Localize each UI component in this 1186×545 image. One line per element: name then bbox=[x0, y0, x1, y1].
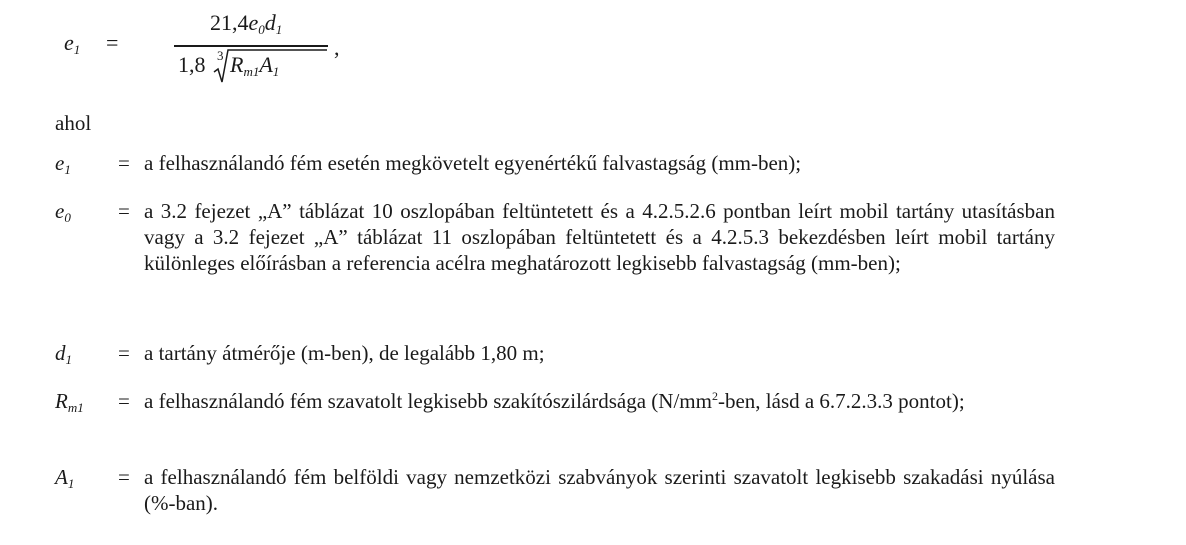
symbol-e1: $e_1$ bbox=[55, 151, 71, 177]
definition-text: a tartány átmérője (m-ben), de legalább 1,80 m; bbox=[144, 341, 545, 365]
formula-radicand: $R_{m1}A_1$ bbox=[230, 52, 280, 79]
formula-denominator-coefficient: 1,8 bbox=[178, 52, 206, 77]
definition-equals: = bbox=[118, 151, 130, 175]
formula-lhs: $e_1$ bbox=[64, 30, 81, 57]
definition-text: a felhasználandó fém belföldi vagy nemzetközi szabványok szerinti szavatolt legkisebb szakadási nyúlása (%-ban). bbox=[144, 465, 1055, 515]
definition-d1 bbox=[55, 340, 1055, 366]
definition-text: a felhasználandó fém szavatolt legkisebb szakítószilárdsága ($N/mm^2$-ben, lásd a 6.7.2.3.3 pontot); bbox=[144, 389, 965, 413]
definition-text: a 3.2 fejezet „A” táblázat 10 oszlopában feltüntetett és a 4.2.5.2.6 pontban leírt mobil tartány utasításban vagy a 3.2 fejezet „A” táblázat 11 oszlopában feltüntetett és a 4.2.5.3 bekezdésben leírt mobil tartány különleges előírásban a referencia acélra meghatározott legkisebb falvastagság (mm-ben); bbox=[144, 199, 1055, 275]
symbol-a1: $A_1$ bbox=[55, 465, 75, 491]
definition-e1 bbox=[55, 150, 1055, 176]
definition-a1 bbox=[55, 464, 1055, 516]
definition-equals: = bbox=[118, 199, 130, 223]
formula-numerator: $21,4e_0d_1$ bbox=[210, 10, 283, 37]
definition-rm1 bbox=[55, 388, 1055, 414]
definition-equals: = bbox=[118, 389, 130, 413]
definition-e0 bbox=[55, 198, 1055, 276]
symbol-e0: $e_0$ bbox=[55, 199, 71, 225]
root-index: 3 bbox=[217, 48, 224, 63]
symbol-rm1: $R_{m1}$ bbox=[55, 389, 84, 415]
formula-comma: , bbox=[334, 35, 340, 60]
definition-equals: = bbox=[118, 341, 130, 365]
formula-equals: = bbox=[106, 30, 119, 55]
equivalent-thickness-formula bbox=[64, 0, 464, 100]
definition-equals: = bbox=[118, 465, 130, 489]
definition-text: a felhasználandó fém esetén megkövetelt egyenértékű falvastagság (mm-ben); bbox=[144, 151, 802, 175]
symbol-d1: $d_1$ bbox=[55, 341, 72, 367]
where-label: ahol bbox=[55, 111, 92, 135]
